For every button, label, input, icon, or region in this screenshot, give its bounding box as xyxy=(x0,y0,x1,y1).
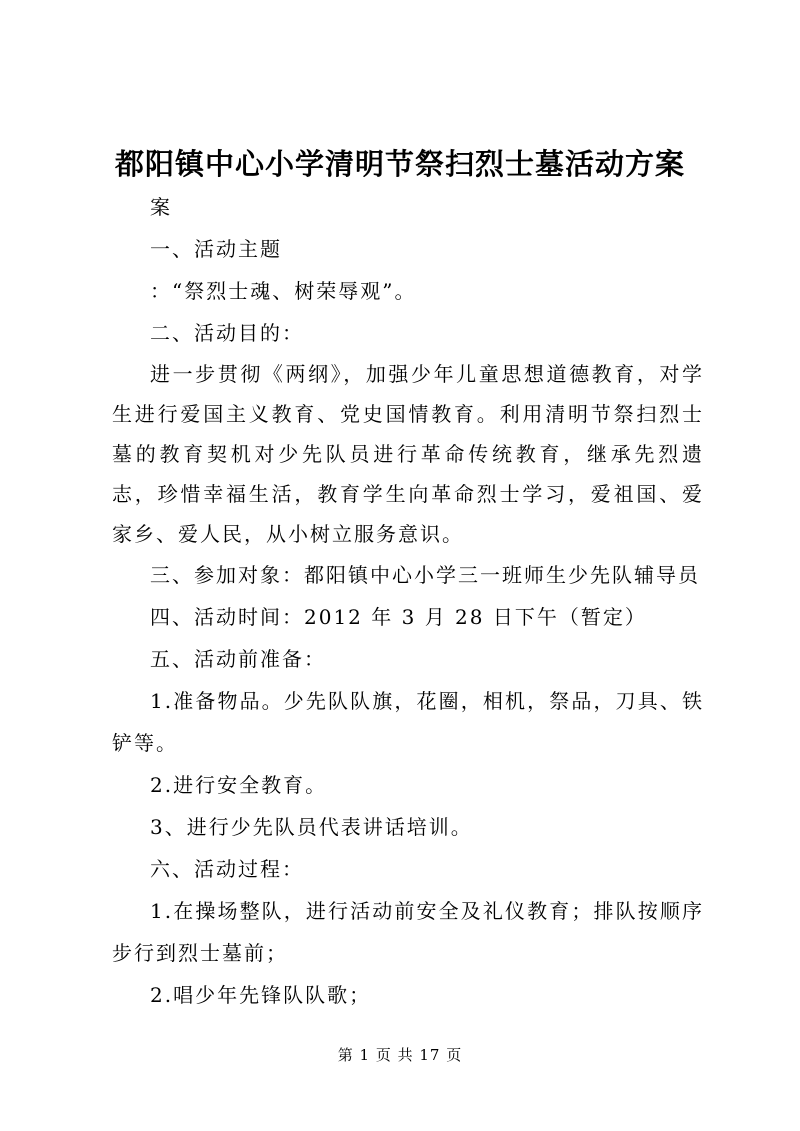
section-heading-preparation: 五、活动前准备： xyxy=(150,647,326,671)
section-heading-purpose: 二、活动目的： xyxy=(150,321,304,345)
theme-text: ：“祭烈士魂、树荣辱观”。 xyxy=(150,279,417,303)
preparation-item-2: 2.进行安全教育。 xyxy=(150,773,328,797)
process-item-2: 2.唱少年先锋队队歌； xyxy=(150,983,372,1007)
section-heading-theme: 一、活动主题 xyxy=(150,237,282,261)
participants-line: 三、参加对象：都阳镇中心小学三一班师生少先队辅导员 xyxy=(150,563,700,587)
preparation-item-1: 1.准备物品。少先队队旗，花圈，相机，祭品，刀具、铁铲等。 xyxy=(112,689,704,755)
purpose-paragraph: 进一步贯彻《两纲》，加强少年儿童思想道德教育，对学生进行爱国主义教育、党史国情教育。利用清明节祭扫烈士墓的教育契机对少先队员进行革命传统教育，继承先烈遗志，珍惜幸福生活，教育学生向革命烈士学习，爱祖国、爱家乡、爱人民，从小树立服务意识。 xyxy=(112,362,704,546)
document-title: 都阳镇中心小学清明节祭扫烈士墓活动方案 xyxy=(114,147,685,181)
paragraph-fragment: 案 xyxy=(150,195,172,219)
process-item-1: 1.在操场整队，进行活动前安全及礼仪教育；排队按顺序步行到烈士墓前； xyxy=(112,899,704,965)
document-body xyxy=(112,186,704,1016)
preparation-item-3: 3、进行少先队员代表讲话培训。 xyxy=(150,815,473,839)
section-heading-process: 六、活动过程： xyxy=(150,857,304,881)
activity-time-line: 四、活动时间：2012 年 3 月 28 日下午（暂定） xyxy=(150,605,647,629)
page-footer: 第 1 页 共 17 页 xyxy=(337,1046,463,1064)
